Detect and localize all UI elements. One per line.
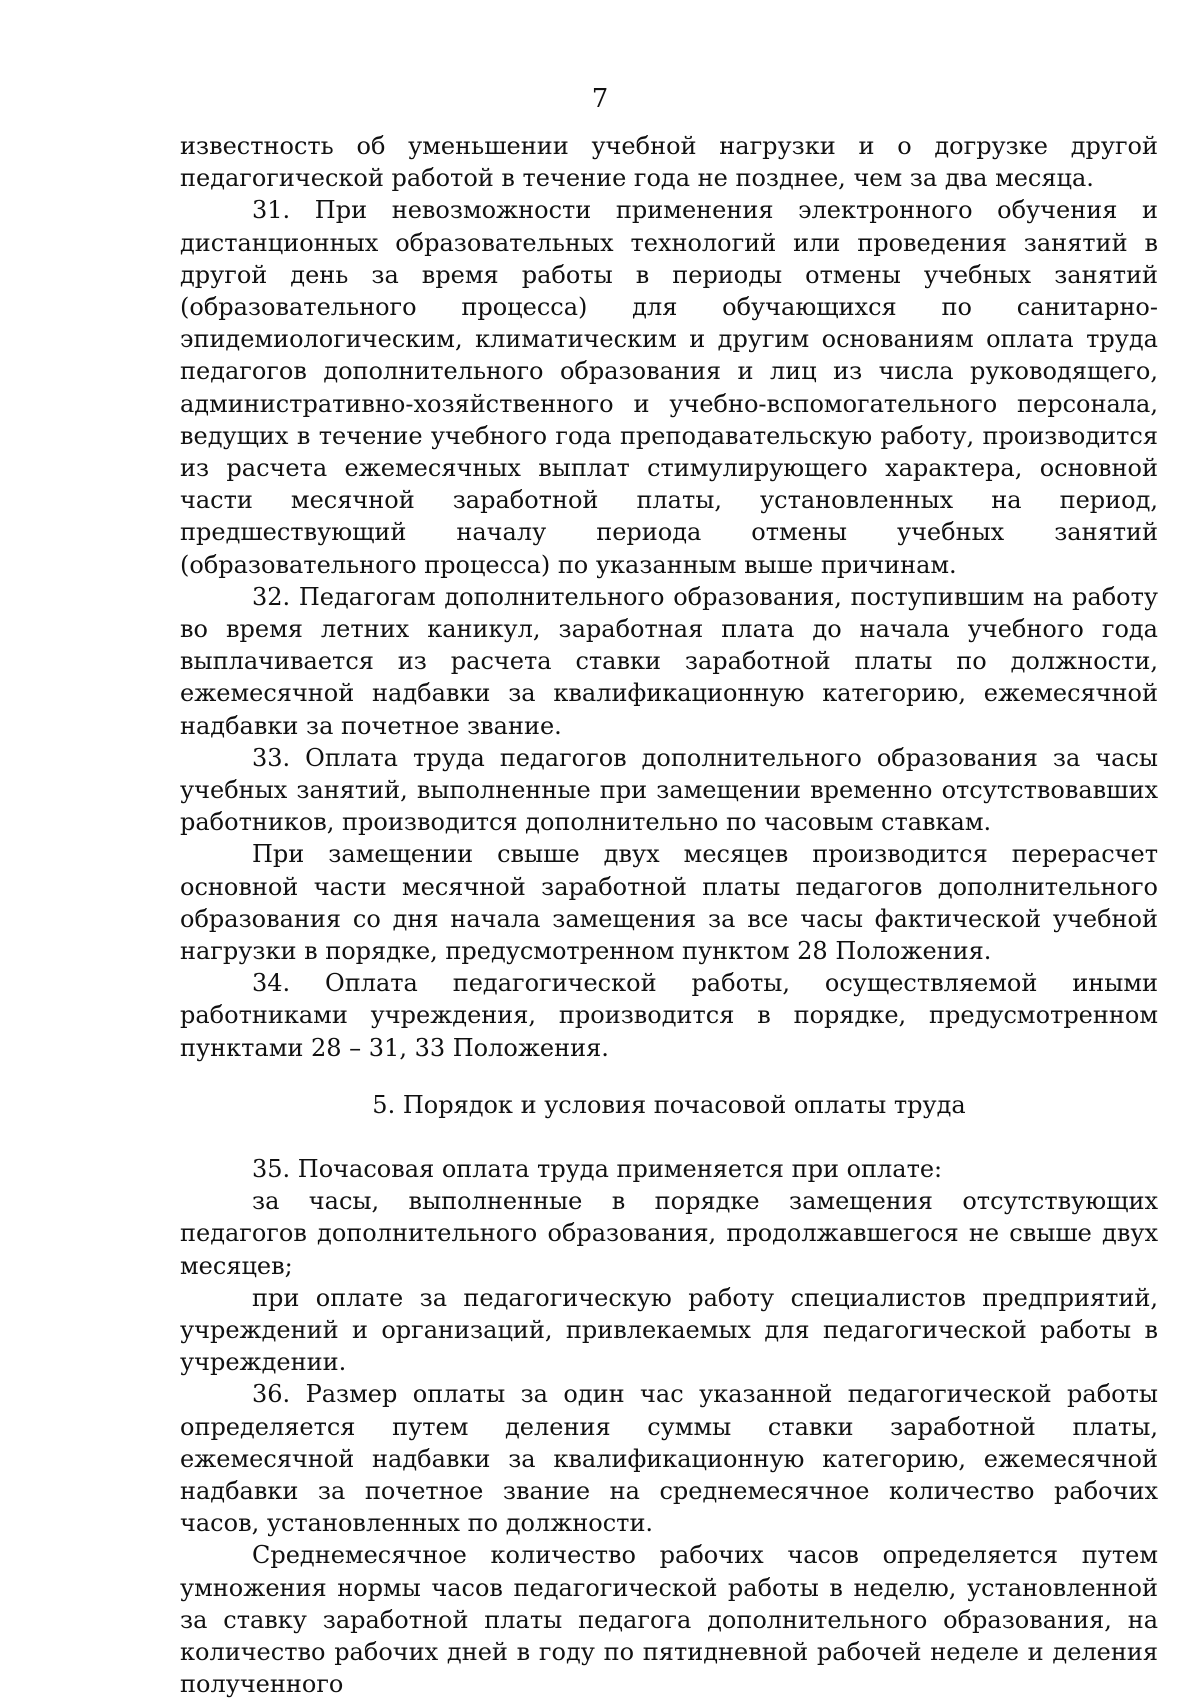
page-number: 7 xyxy=(591,84,609,114)
paragraph-item-32: 32. Педагогам дополнительного образования, поступившим на работу во время летних каникул, заработная плата до начала учебного года выплачивается из расчета ставки заработной платы по должности, ежемесячной надбавки за квалификационную категорию, ежемесячной надбавки за почетное звание. xyxy=(180,582,1158,740)
document-body xyxy=(180,130,1158,1700)
paragraph-item-35: 35. Почасовая оплата труда применяется при оплате: xyxy=(252,1154,943,1183)
paragraph-item-34: 34. Оплата педагогической работы, осуществляемой иными работниками учреждения, производится в порядке, предусмотренном пунктами 28 – 31, 33 Положения. xyxy=(180,969,1158,1062)
paragraph-item-35-case-1: за часы, выполненные в порядке замещения отсутствующих педагогов дополнительного образования, продолжавшегося не свыше двух месяцев; xyxy=(180,1187,1158,1280)
paragraph-item-35-case-2: при оплате за педагогическую работу специалистов предприятий, учреждений и организаций, привлекаемых для педагогической работы в учреждении. xyxy=(180,1283,1158,1377)
paragraph-item-31: 31. При невозможности применения электронного обучения и дистанционных образовательных технологий или проведения занятий в другой день за время работы в периоды отмены учебных занятий (образовательного процесса) для обучающихся по санитарно-эпидемиологическим, климатическим и другим основаниям оплата труда педагогов дополнительного образования и лиц из числа руководящего, административно-хозяйственного и учебно-вспомогательного персонала, ведущих в течение учебного года преподавательскую работу, производится из расчета ежемесячных выплат стимулирующего характера, основной части месячной заработной платы, установленных на период, предшествующий началу периода отмены учебных занятий (образовательного процесса) по указанным выше причинам. xyxy=(180,196,1158,579)
paragraph-item-36: 36. Размер оплаты за один час указанной педагогической работы определяется путем деления суммы ставки заработной платы, ежемесячной надбавки за квалификационную категорию, ежемесячной надбавки за почетное звание на среднемесячное количество рабочих часов, установленных по должности. xyxy=(180,1380,1158,1538)
paragraph-item-33-substitution: При замещении свыше двух месяцев производится перерасчет основной части месячной заработной платы педагогов дополнительного образования со дня начала замещения за все часы фактической учебной нагрузки в порядке, предусмотренном пунктом 28 Положения. xyxy=(180,840,1158,966)
paragraph-item-33: 33. Оплата труда педагогов дополнительного образования за часы учебных занятий, выполненные при замещении временно отсутствовавших работников, производится дополнительно по часовым ставкам. xyxy=(180,743,1158,837)
paragraph-continuation: известность об уменьшении учебной нагрузки и о догрузке другой педагогической работой в течение года не позднее, чем за два месяца. xyxy=(180,132,1158,193)
paragraph-item-36-average-hours: Среднемесячное количество рабочих часов определяется путем умножения нормы часов педагогической работы в неделю, установленной за ставку заработной платы педагога дополнительного образования, на количество рабочих дней в году по пятидневной рабочей неделе и деления полученного xyxy=(180,1541,1158,1699)
section-heading: 5. Порядок и условия почасовой оплаты труда xyxy=(372,1090,966,1119)
